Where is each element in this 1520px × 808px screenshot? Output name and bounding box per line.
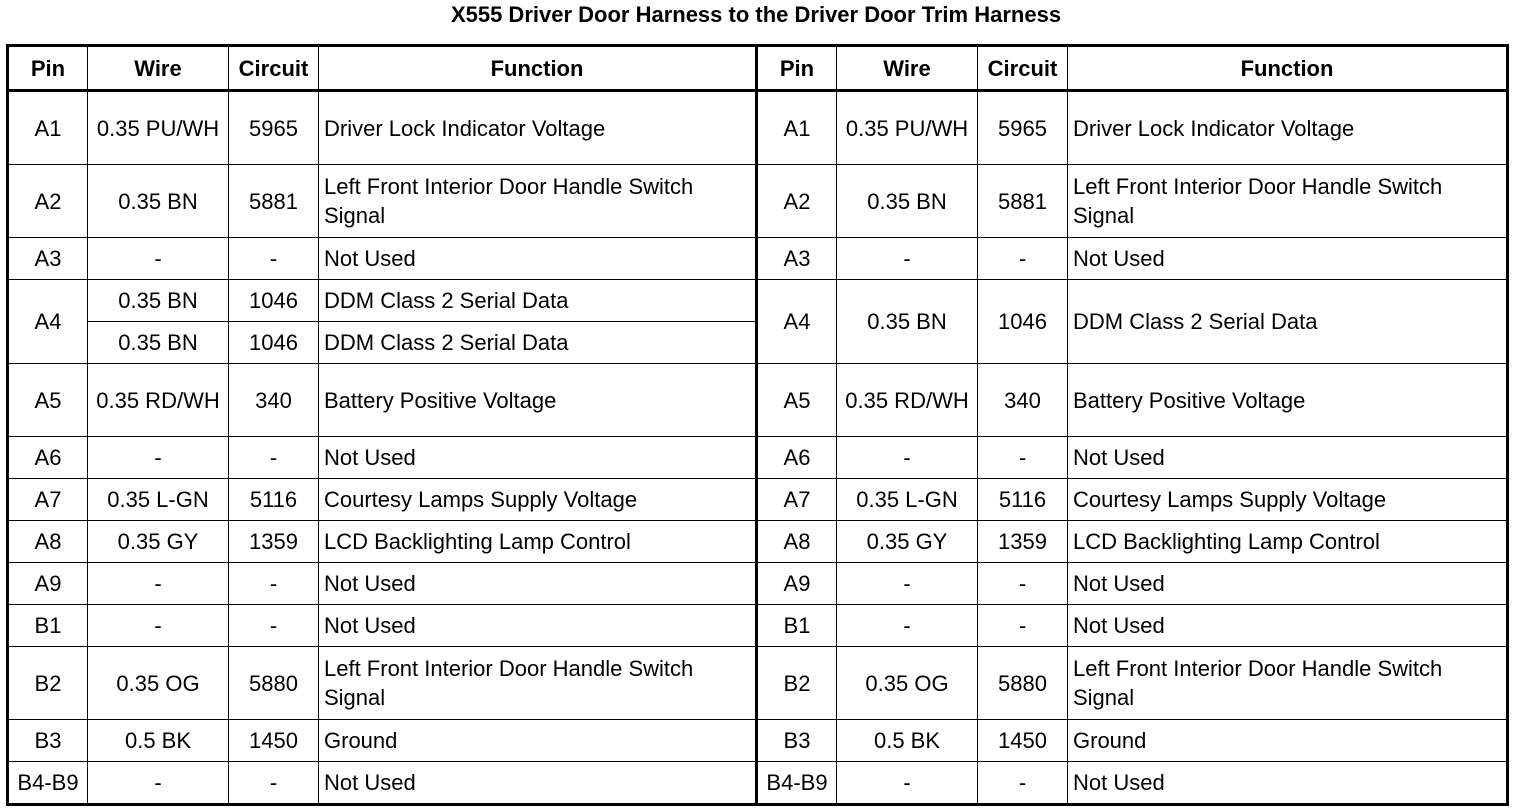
header-pin: Pin [8,46,88,91]
function-cell: Not Used [1068,563,1508,605]
table-row [8,647,1508,720]
circuit-cell: - [978,762,1068,805]
wire-cell: 0.35 GY [837,521,978,563]
circuit-cell: - [978,238,1068,280]
function-cell: Left Front Interior Door Handle Switch Signal [1068,165,1508,238]
pin-cell: B3 [8,720,88,762]
table-row [8,238,1508,280]
function-cell: Not Used [1068,762,1508,805]
wire-cell: 0.35 OG [88,647,229,720]
pin-cell: B4-B9 [8,762,88,805]
pin-cell: B4-B9 [757,762,837,805]
table-row [8,364,1508,437]
wire-cell: - [88,238,229,280]
wire-cell: - [837,605,978,647]
pin-cell: B2 [8,647,88,720]
wire-cell: 0.35 L-GN [88,479,229,521]
wire-cell: - [837,238,978,280]
wire-cell: - [837,762,978,805]
pin-cell: A1 [8,91,88,165]
wire-cell: 0.5 BK [837,720,978,762]
circuit-cell: 5116 [978,479,1068,521]
function-cell: Left Front Interior Door Handle Switch Signal [319,165,757,238]
header-wire: Wire [837,46,978,91]
wire-cell: 0.35 BN [88,165,229,238]
circuit-cell: 5880 [978,647,1068,720]
pin-cell: A1 [757,91,837,165]
function-cell: Left Front Interior Door Handle Switch Signal [319,647,757,720]
function-cell: Not Used [319,437,757,479]
table-row [8,521,1508,563]
pin-cell: A5 [757,364,837,437]
function-cell: Ground [319,720,757,762]
circuit-cell: - [978,563,1068,605]
circuit-cell: - [229,762,319,805]
header-function: Function [319,46,757,91]
wire-cell: 0.35 PU/WH [837,91,978,165]
function-cell: Courtesy Lamps Supply Voltage [1068,479,1508,521]
table-row [8,762,1508,805]
pin-cell: B2 [757,647,837,720]
wire-cell: 0.35 BN [837,165,978,238]
circuit-cell: 5116 [229,479,319,521]
circuit-cell: - [978,605,1068,647]
pin-cell: B1 [757,605,837,647]
pin-cell: B3 [757,720,837,762]
circuit-cell: 5965 [229,91,319,165]
pin-cell: A2 [757,165,837,238]
header-wire: Wire [88,46,229,91]
function-cell: Not Used [1068,605,1508,647]
pin-cell: A5 [8,364,88,437]
pin-cell: A4 [8,280,88,364]
function-cell: DDM Class 2 Serial Data [1068,280,1508,364]
function-cell: Left Front Interior Door Handle Switch Signal [1068,647,1508,720]
wire-cell: 0.35 RD/WH [88,364,229,437]
connector-pinout-table [6,44,1509,806]
header-row [8,46,1508,91]
wire-cell: 0.35 L-GN [837,479,978,521]
page-title: X555 Driver Door Harness to the Driver Door Trim Harness [450,2,1062,27]
pin-cell: A9 [8,563,88,605]
table-row [8,479,1508,521]
wire-cell: 0.5 BK [88,720,229,762]
header-circuit: Circuit [229,46,319,91]
wire-cell: - [88,437,229,479]
circuit-cell: 1046 [229,322,319,364]
wire-cell: 0.35 RD/WH [837,364,978,437]
header-function: Function [1068,46,1508,91]
circuit-cell: 340 [229,364,319,437]
circuit-cell: 1046 [229,280,319,322]
wire-cell: 0.35 PU/WH [88,91,229,165]
function-cell: Not Used [319,762,757,805]
circuit-cell: 1450 [978,720,1068,762]
pin-cell: A3 [8,238,88,280]
wire-cell: 0.35 GY [88,521,229,563]
function-cell: Ground [1068,720,1508,762]
circuit-cell: 5881 [229,165,319,238]
circuit-cell: 5881 [978,165,1068,238]
table-row [8,720,1508,762]
circuit-cell: - [978,437,1068,479]
function-cell: LCD Backlighting Lamp Control [1068,521,1508,563]
wire-cell: - [88,563,229,605]
pin-cell: A7 [8,479,88,521]
header-pin: Pin [757,46,837,91]
pin-cell: A2 [8,165,88,238]
function-cell: Battery Positive Voltage [1068,364,1508,437]
table-row [8,437,1508,479]
wire-cell: 0.35 BN [837,280,978,364]
wire-cell: - [837,437,978,479]
circuit-cell: - [229,605,319,647]
pin-cell: A4 [757,280,837,364]
pin-cell: A8 [8,521,88,563]
function-cell: Not Used [1068,238,1508,280]
function-cell: Not Used [319,563,757,605]
wire-cell: - [837,563,978,605]
function-cell: Not Used [1068,437,1508,479]
table-row [8,91,1508,165]
pin-cell: A3 [757,238,837,280]
circuit-cell: 1359 [229,521,319,563]
function-cell: Driver Lock Indicator Voltage [1068,91,1508,165]
circuit-cell: 1046 [978,280,1068,364]
circuit-cell: 1450 [229,720,319,762]
header-circuit: Circuit [978,46,1068,91]
table-row [8,605,1508,647]
function-cell: DDM Class 2 Serial Data [319,280,757,322]
wire-cell: - [88,762,229,805]
wire-cell: - [88,605,229,647]
function-cell: Courtesy Lamps Supply Voltage [319,479,757,521]
pin-cell: A8 [757,521,837,563]
function-cell: Driver Lock Indicator Voltage [319,91,757,165]
function-cell: LCD Backlighting Lamp Control [319,521,757,563]
function-cell: Not Used [319,605,757,647]
circuit-cell: - [229,563,319,605]
circuit-cell: 5965 [978,91,1068,165]
table-row [8,165,1508,238]
pin-cell: A6 [8,437,88,479]
pin-cell: A9 [757,563,837,605]
pin-cell: A6 [757,437,837,479]
wire-cell: 0.35 OG [837,647,978,720]
function-cell: Not Used [319,238,757,280]
function-cell: Battery Positive Voltage [319,364,757,437]
circuit-cell: - [229,238,319,280]
table-row [8,280,1508,322]
function-cell: DDM Class 2 Serial Data [319,322,757,364]
circuit-cell: 5880 [229,647,319,720]
wire-cell: 0.35 BN [88,322,229,364]
pin-cell: A7 [757,479,837,521]
table-row [8,563,1508,605]
circuit-cell: 1359 [978,521,1068,563]
circuit-cell: - [229,437,319,479]
circuit-cell: 340 [978,364,1068,437]
wire-cell: 0.35 BN [88,280,229,322]
pin-cell: B1 [8,605,88,647]
